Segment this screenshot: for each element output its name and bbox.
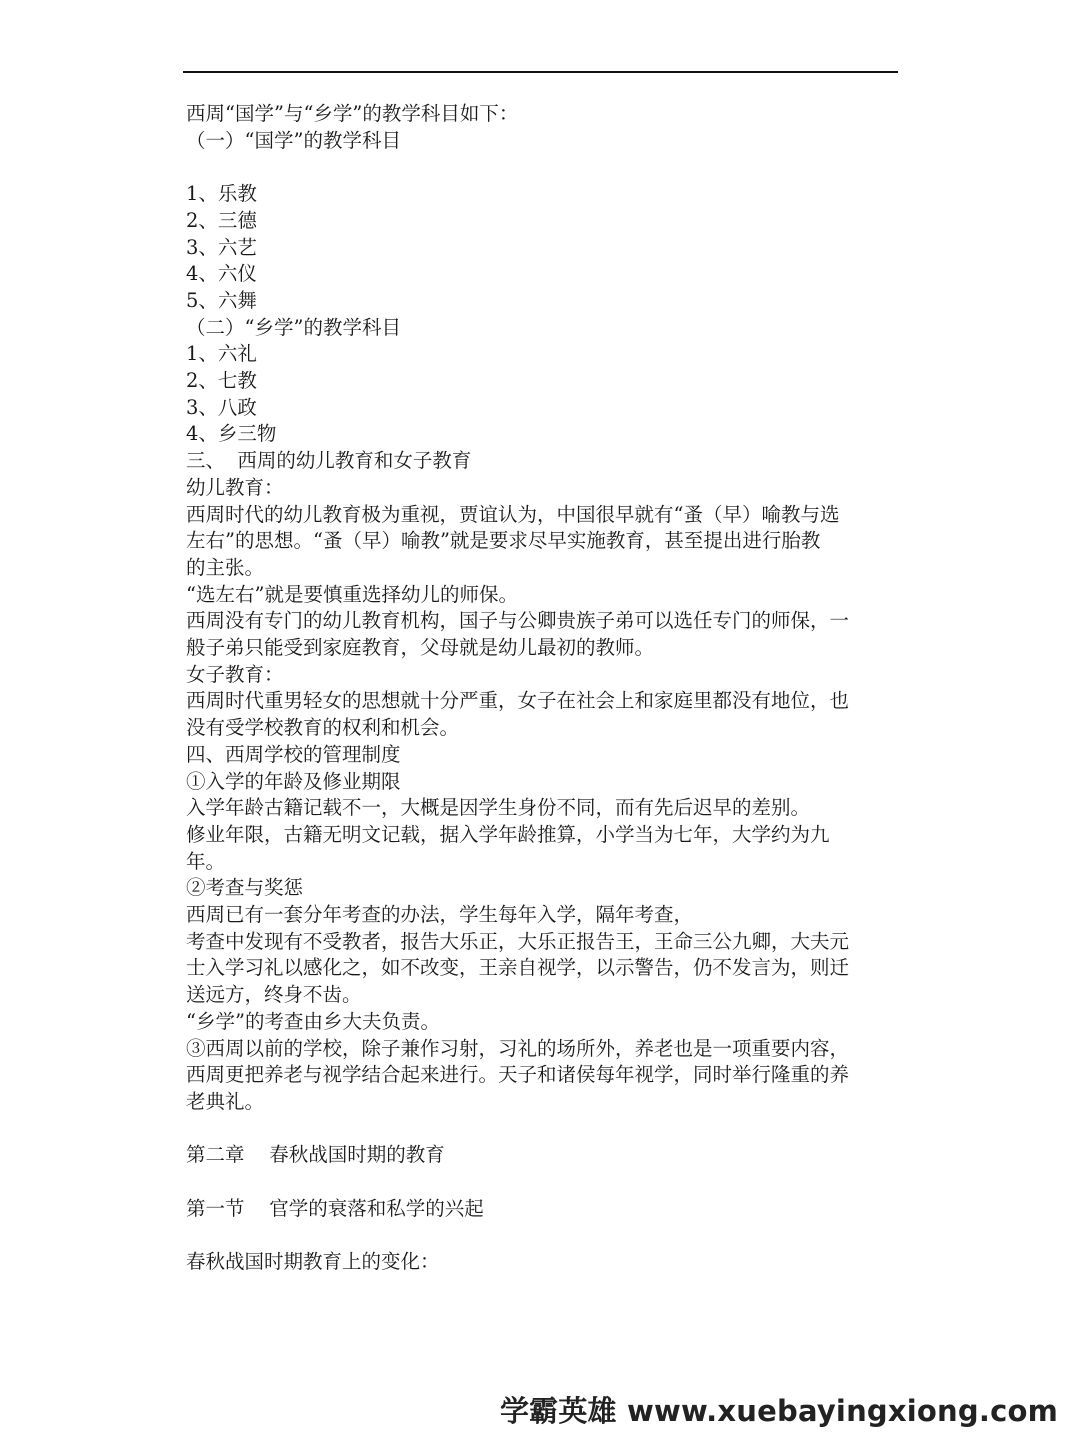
list-item: 1、乐教 bbox=[186, 182, 257, 206]
paragraph-line: 西周时代重男轻女的思想就十分严重，女子在社会上和家庭里都没有地位，也 bbox=[186, 689, 850, 713]
section-heading-guoxue: （一）“国学”的教学科目 bbox=[186, 128, 401, 152]
paragraph-line: 入学年龄古籍记载不一，大概是因学生身份不同，而有先后迟早的差别。 bbox=[186, 796, 811, 820]
paragraph-line: 左右”的思想。“蚤（早）喻教”就是要求尽早实施教育，甚至提出进行胎教 bbox=[186, 529, 821, 553]
subheading-exams-rewards: ②考查与奖惩 bbox=[186, 876, 304, 900]
section-heading-xiangxue: （二）“乡学”的教学科目 bbox=[186, 315, 401, 339]
site-watermark: 学霸英雄 www.xuebayingxiong.com bbox=[499, 1394, 1058, 1428]
section-heading-3: 三、 西周的幼儿教育和女子教育 bbox=[186, 449, 472, 473]
list-item: 1、六礼 bbox=[186, 342, 257, 366]
paragraph-line: ③西周以前的学校，除子兼作习射，习礼的场所外，养老也是一项重要内容， bbox=[186, 1036, 850, 1060]
section-heading-4: 四、西周学校的管理制度 bbox=[186, 742, 401, 766]
paragraph-line: 西周时代的幼儿教育极为重视，贾谊认为，中国很早就有“蚤（早）喻教与选 bbox=[186, 502, 840, 526]
list-item: 2、三德 bbox=[186, 208, 257, 232]
intro-line: 西周“国学”与“乡学”的教学科目如下： bbox=[186, 102, 519, 125]
paragraph-line: 春秋战国时期教育上的变化： bbox=[186, 1250, 440, 1274]
subheading-female-education: 女子教育： bbox=[186, 662, 284, 686]
chapter-heading: 第二章 春秋战国时期的教育 bbox=[186, 1143, 445, 1167]
blank-line bbox=[186, 1169, 892, 1196]
blank-line bbox=[186, 1116, 892, 1143]
list-item: 4、六仪 bbox=[186, 262, 257, 286]
paragraph-line: 西周没有专门的幼儿教育机构，国子与公卿贵族子弟可以选任专门的师保，一 bbox=[186, 609, 850, 633]
list-item: 3、六艺 bbox=[186, 235, 257, 259]
document-body bbox=[186, 101, 892, 1276]
paragraph-line: 考查中发现有不受教者，报告大乐正，大乐正报告王，王命三公九卿，大夫元 bbox=[186, 929, 850, 953]
paragraph-line: 送远方，终身不齿。 bbox=[186, 983, 362, 1007]
paragraph-line: 老典礼。 bbox=[186, 1090, 265, 1113]
section-heading-1: 第一节 官学的衰落和私学的兴起 bbox=[186, 1196, 484, 1220]
paragraph-line: “选左右”就是要慎重选择幼儿的师保。 bbox=[186, 582, 518, 606]
list-item: 3、八政 bbox=[186, 395, 257, 419]
subheading-infant-education: 幼儿教育： bbox=[186, 475, 284, 499]
paragraph-line: 般子弟只能受到家庭教育，父母就是幼儿最初的教师。 bbox=[186, 636, 655, 660]
paragraph-line: 西周已有一套分年考查的办法，学生每年入学，隔年考查， bbox=[186, 903, 694, 927]
blank-line bbox=[186, 154, 892, 181]
subheading-age-and-term: ①入学的年龄及修业期限 bbox=[186, 769, 401, 793]
paragraph-line: 士入学习礼以感化之，如不改变，王亲自视学，以示警告，仍不发言为，则迁 bbox=[186, 956, 850, 980]
paragraph-line: 年。 bbox=[186, 849, 226, 873]
list-item: 4、乡三物 bbox=[186, 422, 277, 446]
paragraph-line: 的主张。 bbox=[186, 555, 265, 579]
paragraph-line: 西周更把养老与视学结合起来进行。天子和诸侯每年视学，同时举行隆重的养 bbox=[186, 1063, 850, 1087]
header-rule bbox=[183, 71, 898, 73]
paragraph-line: “乡学”的考查由乡大夫负责。 bbox=[186, 1009, 440, 1033]
blank-line bbox=[186, 1222, 892, 1249]
list-item: 2、七教 bbox=[186, 369, 257, 393]
paragraph-line: 没有受学校教育的权利和机会。 bbox=[186, 716, 460, 740]
paragraph-line: 修业年限，古籍无明文记载，据入学年龄推算，小学当为七年，大学约为九 bbox=[186, 822, 830, 846]
list-item: 5、六舞 bbox=[186, 288, 257, 312]
